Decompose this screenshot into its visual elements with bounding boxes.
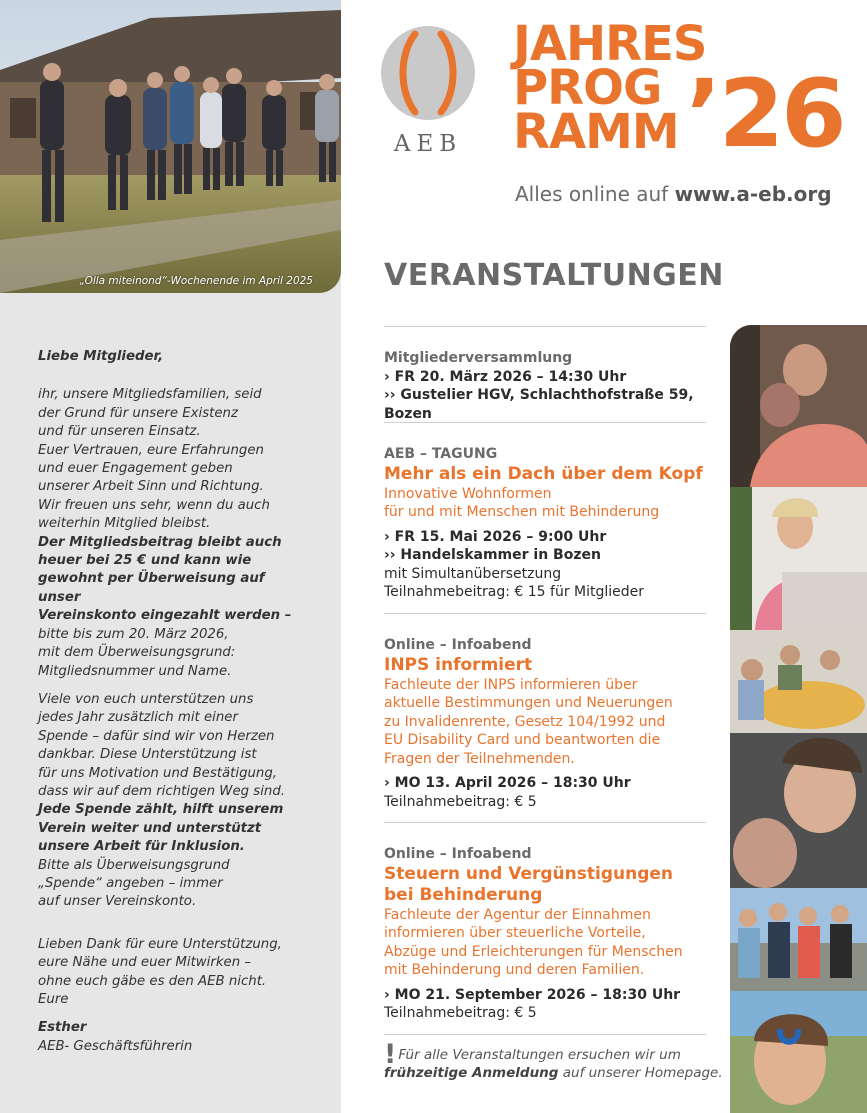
letter-greeting: Liebe Mitglieder, [38,349,164,364]
photo-hug-illustration [730,325,867,487]
event-taxes: Online – Infoabend Steuern und Vergünstigungen bei Behinderung Fachleute der Agentur der Einnahmen informieren über steuerliche Vorteile, Abzüge und Erleichterungen für Menschen mit Behinderung und deren Familien. › MO 21. September 2026 – 18:30 Uhr Teilnahmebeitrag: € 5 [384,846,683,1021]
registration-note: ! Für alle Veranstaltungen ersuchen wir um frühzeitige Anmeldung auf unserer Homepage. [384,1039,723,1081]
hero-caption: „Olla miteinond“-Wochenende im April 2025 [79,275,313,287]
photo-group-outdoor-illustration [730,888,867,991]
exclamation-icon: ! [384,1039,397,1070]
photo-group-outdoor [730,888,867,991]
photo-child-illustration [730,991,867,1113]
letter-paragraph-3: Lieben Dank für eure Unterstützung, eure Nähe und euer Mitwirken – ohne euch gäbe es den AEB nicht. Eure [38,936,282,1007]
program-year: ’26 [686,60,844,169]
section-heading: VERANSTALTUNGEN [384,258,724,293]
photo-speaker [730,487,867,630]
letter-paragraph-1: ihr, unsere Mitgliedsfamilien, seid der Grund für unsere Existenz und für unseren Einsatz. Euer Vertrauen, eure Erfahrungen und euer Engagement geben unserer Arbeit Sinn und Richtung. Wir freuen uns sehr, wenn du auch weiterhin Mitglied bleibst. Der Mitgliedsbeitrag bleibt auch heuer bei 25 € und kann wie gewohnt per Überweisung auf unser Vereinskonto eingezahlt werden – bitte bis zum 20. März 2026, mit dem Überweisungsgrund: Mitgliedsnummer und Name. [38,387,292,679]
hero-photo [0,0,341,293]
photo-strip [730,325,867,1113]
aeb-logo [381,26,475,120]
letter-signature: Esther AEB- Geschäftsführerin [38,1020,193,1054]
divider [384,422,706,423]
letter [38,348,308,1056]
divider [384,613,706,614]
divider [384,822,706,823]
photo-face-paint-illustration [730,733,867,888]
letter-paragraph-2: Viele von euch unterstützen uns jedes Jahr zusätzlich mit einer Spende – dafür sind wir von Herzen dankbar. Diese Unterstützung ist für uns Motivation und Bestätigung, dass wir auf dem richtigen Weg sind. Jede Spende zählt, hilft unserem Verein weiter und unterstützt unsere Arbeit für Inklusion. Bitte als Überweisungsgrund „Spende“ angeben – immer auf unser Vereinskonto. [38,691,286,910]
photo-speaker-illustration [730,487,867,630]
divider [384,1034,706,1035]
divider [384,326,706,327]
event-conference: AEB – TAGUNG Mehr als ein Dach über dem Kopf Innovative Wohnformen für und mit Menschen mit Behinderung › FR 15. Mai 2026 – 9:00 Uhr ›› Handelskammer in Bozen mit Simultanübersetzung Teilnahmebeitrag: € 15 für Mitglieder [384,446,703,600]
photo-child [730,991,867,1113]
photo-hug [730,325,867,487]
website-line: Alles online auf www.a-eb.org [515,182,832,206]
hero-photo-illustration [0,0,341,293]
photo-group-table [730,630,867,733]
aeb-logo-text: AEB [393,131,463,157]
event-member-assembly: Mitgliederversammlung › FR 20. März 2026 – 14:30 Uhr ›› Gustelier HGV, Schlachthofstraße 59, Bozen [384,350,694,422]
photo-face-paint [730,733,867,888]
event-inps: Online – Infoabend INPS informiert Fachleute der INPS informieren über aktuelle Bestimmungen und Neuerungen zu Invalidenrente, Gesetz 104/1992 und EU Disability Card und beantworten die Fragen der Teilnehmenden. › MO 13. April 2026 – 18:30 Uhr Teilnahmebeitrag: € 5 [384,637,673,810]
aeb-logo-icon [381,26,475,120]
program-title: JAHRES PROG RAMM [513,16,707,160]
website-link[interactable]: www.a-eb.org [674,182,832,206]
photo-group-table-illustration [730,630,867,733]
